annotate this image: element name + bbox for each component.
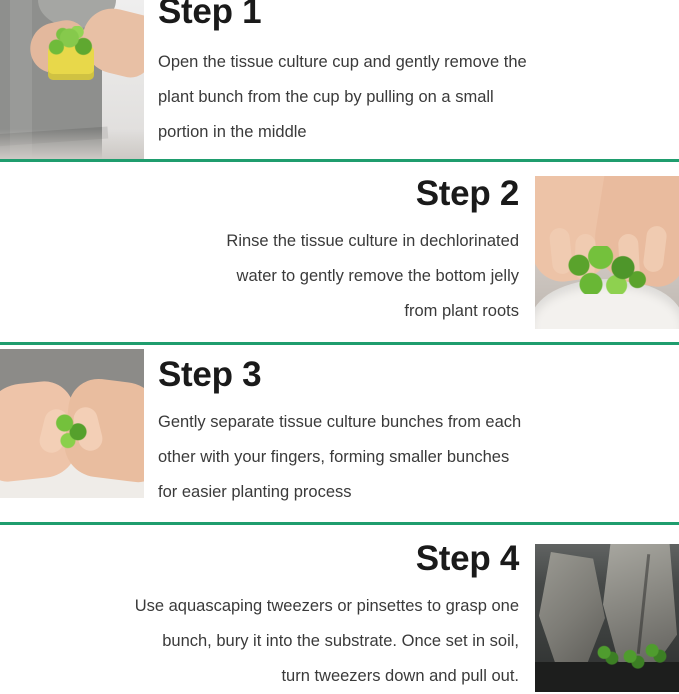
- planted-aquascape-rocks-substrate-photo: [535, 544, 679, 692]
- step-2-line-1: Rinse the tissue culture in dechlorinated: [226, 231, 519, 250]
- step-3-heading: Step 3: [158, 355, 262, 394]
- step-1-line-2: plant bunch from the cup by pulling on a small: [158, 87, 494, 106]
- step-4-line-3: turn tweezers down and pull out.: [281, 666, 519, 685]
- step-4-heading: Step 4: [415, 539, 519, 578]
- step-4-text: [0, 525, 525, 692]
- hands-opening-tissue-culture-cup-photo: [0, 0, 144, 159]
- step-3-section: [0, 345, 679, 522]
- step-4-section: [0, 525, 679, 692]
- step-3-body: [158, 405, 521, 510]
- step-2-body: [226, 224, 519, 329]
- step-1-body: [158, 45, 527, 150]
- step-3-line-3: for easier planting process: [158, 482, 352, 501]
- step-4-line-2: bunch, bury it into the substrate. Once set in soil,: [162, 631, 519, 650]
- step-3-line-2: other with your fingers, forming smaller bunches: [158, 447, 510, 466]
- step-4-body: [135, 589, 519, 694]
- step-2-text: [0, 162, 525, 342]
- step-1-line-3: portion in the middle: [158, 122, 307, 141]
- step-3-line-1: Gently separate tissue culture bunches from each: [158, 412, 522, 431]
- step-1-text: [152, 0, 679, 159]
- step-2-section: [0, 162, 679, 342]
- step-3-text: [152, 345, 679, 522]
- step-2-line-2: water to gently remove the bottom jelly: [236, 266, 519, 285]
- step-2-line-3: from plant roots: [404, 301, 519, 320]
- hands-separating-plant-bunches-photo: [0, 349, 144, 498]
- step-4-line-1: Use aquascaping tweezers or pinsettes to grasp one: [134, 596, 519, 615]
- step-1-heading: Step 1: [158, 0, 262, 31]
- step-1-section: [0, 0, 679, 159]
- hands-rinsing-tissue-culture-in-water-photo: [535, 176, 679, 329]
- step-2-heading: Step 2: [415, 174, 519, 213]
- step-1-line-1: Open the tissue culture cup and gently remove the: [158, 52, 527, 71]
